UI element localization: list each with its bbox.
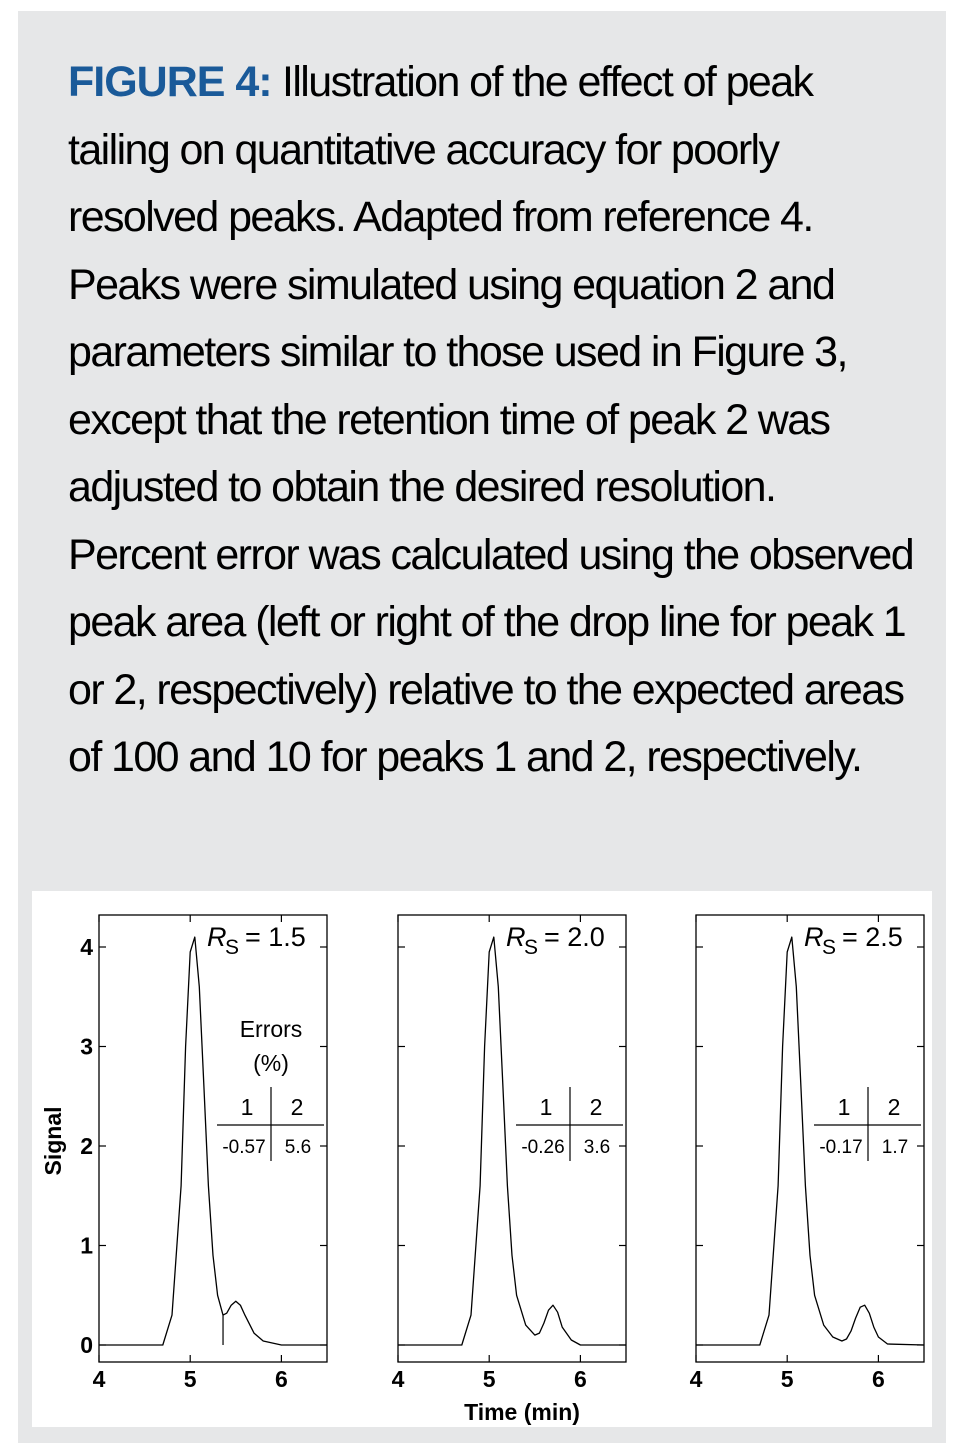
y-tick-label: 1 — [80, 1232, 93, 1259]
resolution-subscript: S — [225, 936, 240, 959]
error-value-peak1: -0.17 — [819, 1137, 863, 1158]
errors-header-peak2: 2 — [290, 1094, 304, 1120]
y-tick-label: 3 — [80, 1033, 93, 1060]
errors-header-peak2: 2 — [887, 1094, 901, 1120]
resolution-value: = 1.5 — [245, 922, 306, 952]
error-value-peak1: -0.57 — [222, 1137, 266, 1158]
resolution-value: = 2.0 — [544, 922, 605, 952]
y-axis-label: Signal — [40, 1106, 66, 1176]
x-tick-label: 5 — [780, 1366, 794, 1392]
errors-title: Errors — [239, 1016, 303, 1042]
error-value-peak2: 5.6 — [284, 1137, 312, 1158]
chart-area — [32, 891, 932, 1427]
resolution-label: R — [506, 922, 526, 952]
x-tick-label: 4 — [689, 1366, 703, 1392]
error-value-peak1: -0.26 — [521, 1137, 565, 1158]
figure-panel — [18, 11, 946, 1443]
resolution-subscript: S — [822, 936, 837, 959]
figure-caption — [68, 49, 918, 792]
x-tick-label: 6 — [872, 1366, 885, 1392]
figure-label: FIGURE 4: — [68, 58, 272, 106]
y-tick-label: 0 — [80, 1332, 93, 1358]
errors-header-peak2: 2 — [589, 1094, 603, 1120]
x-tick-label: 6 — [574, 1366, 587, 1392]
errors-header-peak1: 1 — [837, 1094, 851, 1120]
y-tick-label: 4 — [80, 934, 93, 960]
error-value-peak2: 1.7 — [881, 1137, 909, 1158]
y-tick-label: 2 — [80, 1133, 93, 1159]
x-tick-label: 4 — [391, 1366, 405, 1392]
errors-header-peak1: 1 — [240, 1094, 254, 1120]
x-tick-label: 5 — [482, 1366, 496, 1392]
error-value-peak2: 3.6 — [583, 1137, 611, 1158]
chromatogram-chart — [32, 891, 932, 1427]
resolution-label: R — [207, 922, 227, 952]
x-axis-label: Time (min) — [464, 1399, 580, 1425]
x-tick-label: 4 — [92, 1366, 106, 1392]
resolution-label: R — [804, 922, 824, 952]
errors-header-peak1: 1 — [539, 1094, 553, 1120]
caption-text: Illustration of the effect of peak tailing on quantitative accuracy for poorly resolved peaks. Adapted from reference 4. Peaks were simulated using equation 2 and parameters similar to those used in Figure 3, except that the retention time of peak 2 was adjusted to obtain the desired resolution. Percent error was calculated using the observed peak area (left or right of the drop line for peak 1 or 2, respectively) relative to the expected areas of 100 and 10 for peaks 1 and 2, respectively. — [68, 58, 914, 781]
x-tick-label: 5 — [183, 1366, 197, 1392]
errors-unit: (%) — [253, 1050, 289, 1076]
resolution-value: = 2.5 — [842, 922, 903, 952]
x-tick-label: 6 — [275, 1366, 288, 1392]
resolution-subscript: S — [524, 936, 539, 959]
